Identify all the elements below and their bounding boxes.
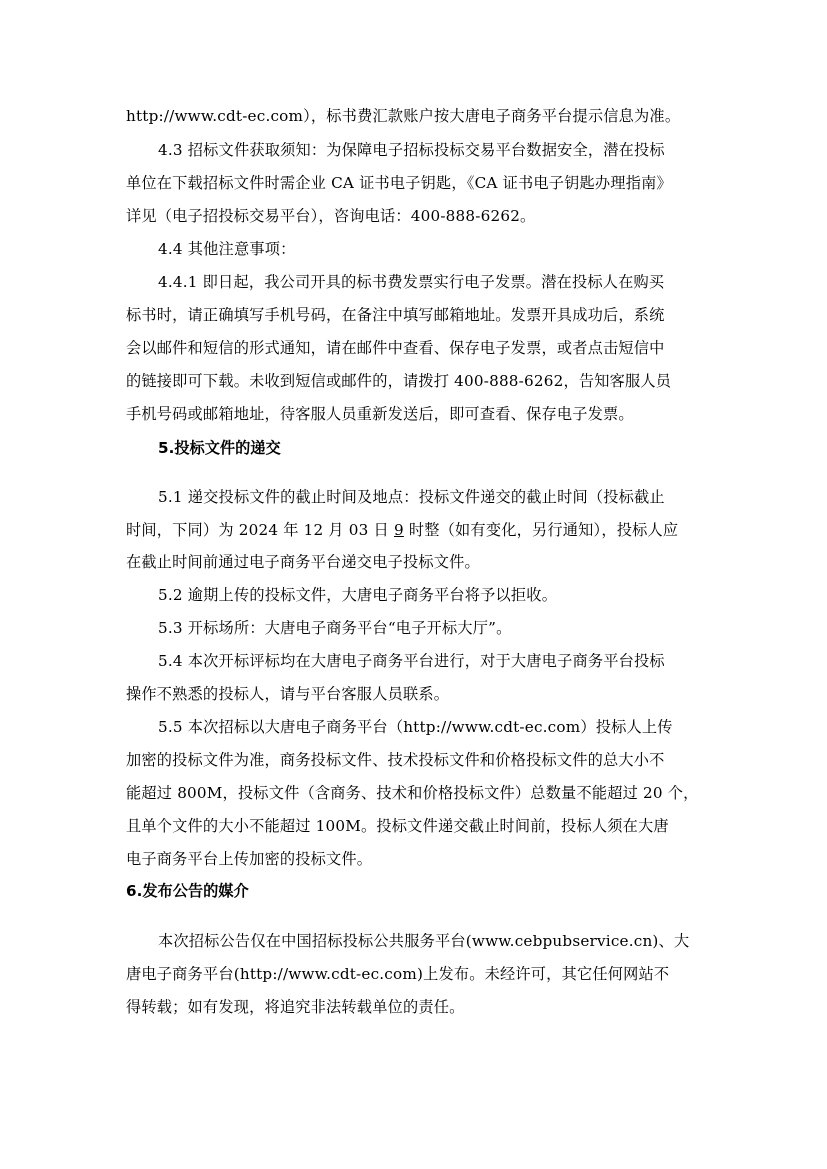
text-line: 得转载；如有发现，将追究非法转载单位的责任。	[126, 998, 465, 1016]
text-line: 唐电子商务平台(http://www.cdt-ec.com)上发布。未经许可，其它任何网站不	[126, 965, 670, 983]
section-heading: 6.发布公告的媒介	[126, 882, 249, 900]
text-line: 4.3 招标文件获取须知：为保障电子招标投标交易平台数据安全，潜在投标	[158, 141, 665, 159]
text-line: 5.1 递交投标文件的截止时间及地点：投标文件递交的截止时间（投标截止	[158, 488, 665, 506]
text-line: 在截止时间前通过电子商务平台递交电子投标文件。	[126, 553, 480, 571]
text-line: 4.4 其他注意事项：	[158, 240, 296, 258]
text-line: 标书时，请正确填写手机号码，在备注中填写邮箱地址。发票开具成功后，系统	[126, 306, 665, 324]
text-fragment: 时间，下同）为 2024 年 12 月 03 日	[126, 521, 394, 539]
text-line: 能超过 800M，投标文件（含商务、技术和价格投标文件）总数量不能超过 20 个，	[126, 784, 699, 802]
text-line: 本次招标公告仅在中国招标投标公共服务平台(www.cebpubservice.cn)、大	[158, 932, 690, 950]
section-heading: 5.投标文件的递交	[158, 439, 281, 457]
text-line: 4.4.1 即日起，我公司开具的标书费发票实行电子发票。潜在投标人在购买	[158, 273, 665, 291]
text-line: 且单个文件的大小不能超过 100M。投标文件递交截止时间前，投标人须在大唐	[126, 817, 669, 835]
text-line: 电子商务平台上传加密的投标文件。	[126, 850, 373, 868]
text-line: 加密的投标文件为准，商务投标文件、技术投标文件和价格投标文件的总大小不	[126, 751, 665, 769]
text-line: 手机号码或邮箱地址，待客服人员重新发送后，即可查看、保存电子发票。	[126, 405, 634, 423]
text-line: 详见（电子招投标交易平台），咨询电话：400-888-6262。	[126, 207, 536, 225]
text-line: http://www.cdt-ec.com），标书费汇款账户按大唐电子商务平台提示信息为准。	[126, 107, 681, 125]
text-line: 5.3 开标场所：大唐电子商务平台“电子开标大厅”。	[158, 619, 512, 637]
text-line: 5.2 逾期上传的投标文件，大唐电子商务平台将予以拒收。	[158, 586, 558, 604]
text-line	[126, 520, 700, 540]
text-line: 5.5 本次招标以大唐电子商务平台（http://www.cdt-ec.com）投标人上传	[158, 718, 673, 736]
deadline-hour: 9	[393, 521, 404, 539]
text-line: 单位在下载招标文件时需企业 CA 证书电子钥匙，《CA 证书电子钥匙办理指南》	[126, 174, 672, 192]
text-line: 5.4 本次开标评标均在大唐电子商务平台进行，对于大唐电子商务平台投标	[158, 652, 665, 670]
text-fragment: 时整（如有变化，另行通知），投标人应	[403, 521, 679, 539]
text-line: 操作不熟悉的投标人，请与平台客服人员联系。	[126, 685, 450, 703]
text-line: 会以邮件和短信的形式通知，请在邮件中查看、保存电子发票，或者点击短信中	[126, 339, 665, 357]
text-line: 的链接即可下载。未收到短信或邮件的，请拨打 400-888-6262，告知客服人员	[126, 372, 672, 390]
